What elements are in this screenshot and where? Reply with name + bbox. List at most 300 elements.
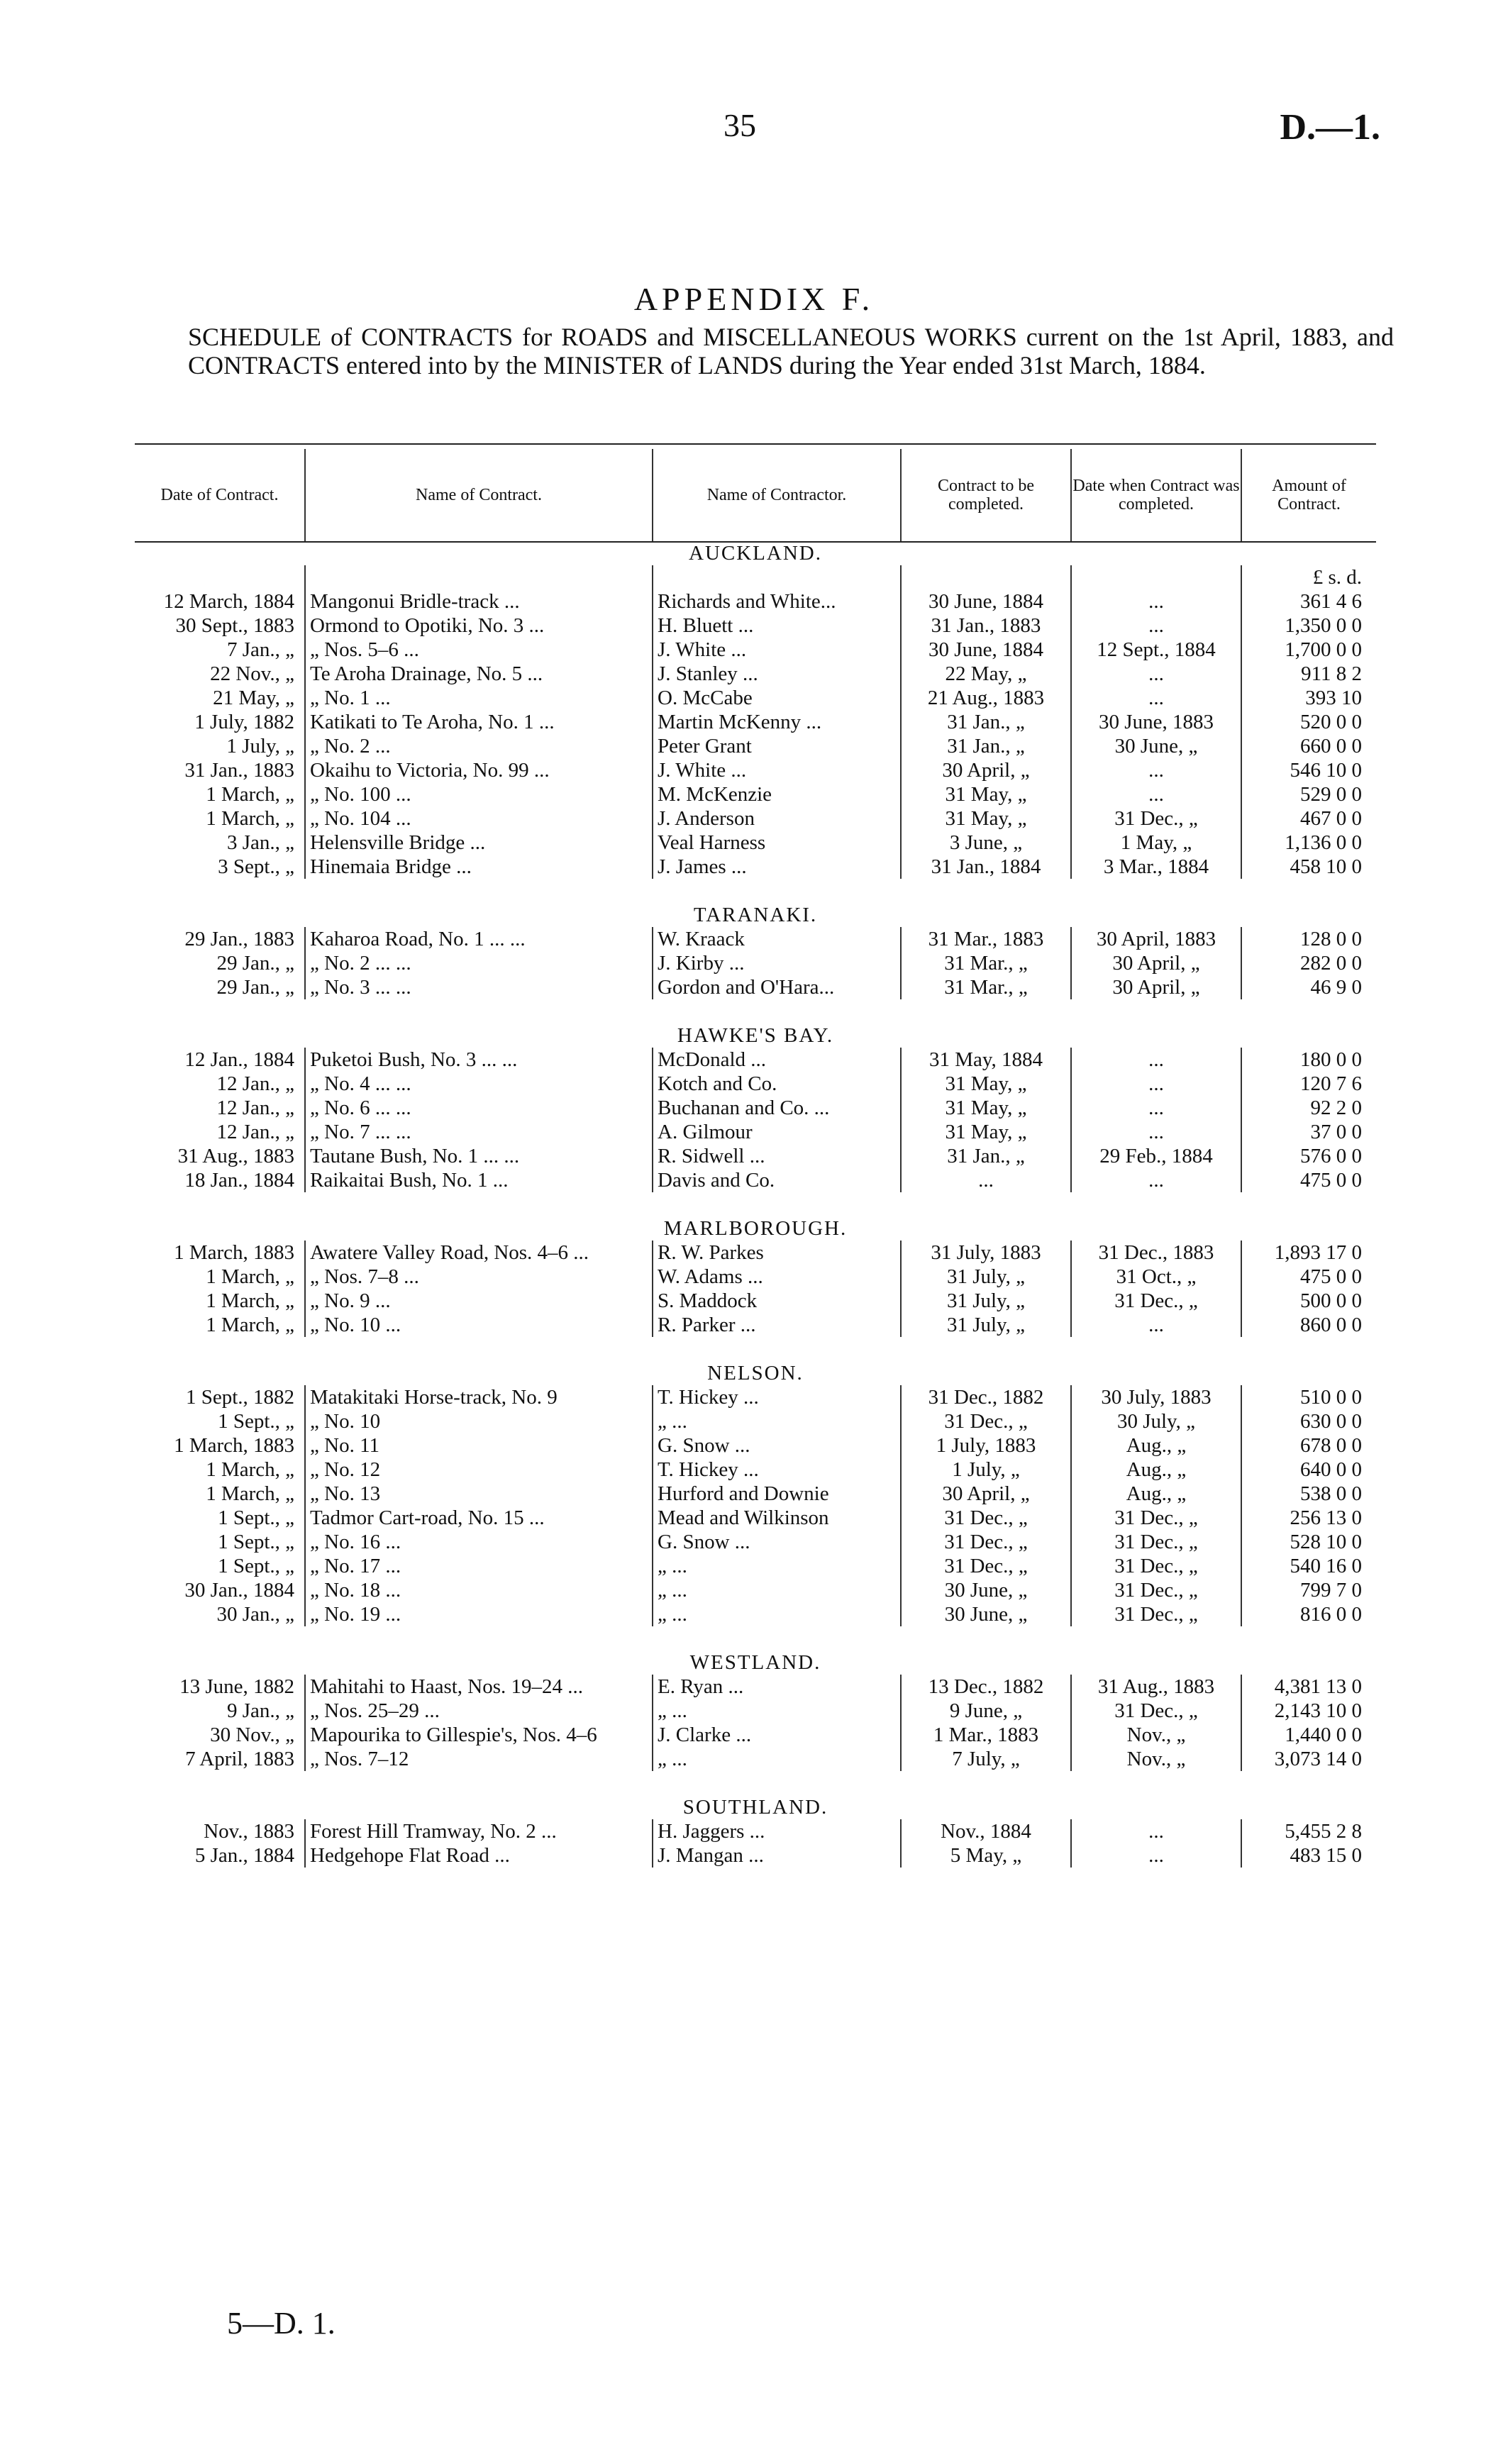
table-cell: Awatere Valley Road, Nos. 4–6 ...	[305, 1241, 653, 1265]
table-cell: Richards and White...	[653, 589, 901, 614]
appendix-title: APPENDIX F.	[633, 281, 875, 317]
region-heading: AUCKLAND.	[689, 542, 822, 565]
table-cell: 2,143 10 0	[1241, 1699, 1376, 1723]
table-row	[135, 1747, 1376, 1771]
table-cell: 31 Jan., „	[901, 734, 1071, 758]
table-cell: 31 Dec., 1882	[901, 1385, 1071, 1409]
table-cell: Raikaitai Bush, No. 1 ...	[305, 1168, 653, 1192]
table-row	[135, 589, 1376, 614]
table-cell: 31 Jan., 1883	[184, 759, 294, 782]
table-cell: 1 March, 1883	[174, 1241, 294, 1264]
table-cell: 31 Dec., „	[1071, 1578, 1241, 1602]
table-cell: 529 0 0	[1241, 782, 1376, 806]
table-cell: 30 April, „	[901, 758, 1071, 782]
table-row	[135, 1433, 1376, 1458]
table-cell: 30 Nov., „	[210, 1724, 294, 1746]
page-number: 35	[723, 107, 756, 143]
table-row	[135, 686, 1376, 710]
table-cell: E. Ryan ...	[653, 1675, 901, 1699]
table-row	[135, 1409, 1376, 1433]
table-cell: 31 Mar., 1883	[901, 927, 1071, 951]
table-cell: „ No. 3 ... ...	[305, 975, 653, 999]
table-cell: ...	[1071, 1096, 1241, 1120]
table-row	[135, 1072, 1376, 1096]
table-row	[135, 662, 1376, 686]
table-row	[135, 1578, 1376, 1602]
region-heading-row	[135, 903, 1376, 927]
table-cell: „ No. 1 ...	[305, 686, 653, 710]
table-cell: 31 May, „	[901, 782, 1071, 806]
table-cell: 31 Aug., 1883	[1071, 1675, 1241, 1699]
table-cell: Puketoi Bush, No. 3 ... ...	[305, 1048, 653, 1072]
table-cell: Te Aroha Drainage, No. 5 ...	[305, 662, 653, 686]
table-row	[135, 1096, 1376, 1120]
table-cell: 30 April, „	[901, 1482, 1071, 1506]
table-row	[135, 1385, 1376, 1409]
table-cell: 29 Jan., 1883	[184, 928, 294, 950]
table-row	[135, 1144, 1376, 1168]
table-cell: „ No. 104 ...	[305, 806, 653, 831]
table-cell: 31 Dec., „	[1071, 1530, 1241, 1554]
table-cell: G. Snow ...	[653, 1433, 901, 1458]
table-cell: S. Maddock	[653, 1289, 901, 1313]
table-cell: 640 0 0	[1241, 1458, 1376, 1482]
table-cell: M. McKenzie	[653, 782, 901, 806]
table-cell: 30 April, 1883	[1071, 927, 1241, 951]
table-cell: 180 0 0	[1241, 1048, 1376, 1072]
table-cell: 12 Jan., 1884	[184, 1048, 294, 1071]
table-cell: 29 Jan., „	[216, 976, 294, 999]
table-cell: 660 0 0	[1241, 734, 1376, 758]
table-cell: 92 2 0	[1241, 1096, 1376, 1120]
table-cell: „ No. 2 ... ...	[305, 951, 653, 975]
table-cell: 860 0 0	[1241, 1313, 1376, 1337]
table-cell: Helensville Bridge ...	[305, 831, 653, 855]
table-cell: 5 Jan., 1884	[194, 1844, 294, 1867]
currency-cell	[135, 565, 305, 589]
table-cell: „ No. 6 ... ...	[305, 1096, 653, 1120]
table-cell: 128 0 0	[1241, 927, 1376, 951]
table-cell: 630 0 0	[1241, 1409, 1376, 1433]
table-cell: 1 May, „	[1071, 831, 1241, 855]
table-cell: Nov., „	[1071, 1723, 1241, 1747]
schedule-subtitle: SCHEDULE of CONTRACTS for ROADS and MISCELLANEOUS WORKS current on the 1st April, 1883, and CONTRACTS entered into by the MINISTER of LANDS during the Year ended 31st March, 1884.	[188, 323, 1394, 379]
region-heading-row	[135, 1216, 1376, 1241]
table-cell: 9 June, „	[901, 1699, 1071, 1723]
table-cell: J. White ...	[653, 638, 901, 662]
table-cell: 12 Sept., 1884	[1071, 638, 1241, 662]
table-cell: 13 Dec., 1882	[901, 1675, 1071, 1699]
table-cell: Tautane Bush, No. 1 ... ...	[305, 1144, 653, 1168]
table-cell: 361 4 6	[1241, 589, 1376, 614]
table-cell: 31 May, „	[901, 1120, 1071, 1144]
footer-signature: 5—D. 1.	[227, 2306, 336, 2341]
table-cell: 1 March, „	[206, 807, 294, 830]
table-cell: J. White ...	[653, 758, 901, 782]
region-heading-row	[135, 1023, 1376, 1048]
table-cell: 816 0 0	[1241, 1602, 1376, 1626]
table-cell: 31 July, 1883	[901, 1241, 1071, 1265]
table-cell: 18 Jan., 1884	[184, 1169, 294, 1192]
table-cell: 30 June, „	[901, 1578, 1071, 1602]
table-cell: 30 June, „	[1071, 734, 1241, 758]
currency-row	[135, 565, 1376, 589]
table-cell: 30 June, „	[901, 1602, 1071, 1626]
table-row	[135, 1458, 1376, 1482]
table-cell: 7 July, „	[901, 1747, 1071, 1771]
table-cell: W. Adams ...	[653, 1265, 901, 1289]
column-header: Amount of Contract.	[1241, 449, 1376, 541]
table-cell: 1 March, 1883	[174, 1434, 294, 1457]
table-cell: J. Stanley ...	[653, 662, 901, 686]
table-cell: 9 Jan., „	[226, 1699, 294, 1722]
table-cell: Mangonui Bridle-track ...	[305, 589, 653, 614]
table-cell: 31 Mar., „	[901, 975, 1071, 999]
table-cell: „ No. 16 ...	[305, 1530, 653, 1554]
table-cell: 31 May, 1884	[901, 1048, 1071, 1072]
table-cell: 1 March, „	[206, 1314, 294, 1336]
table-cell: 483 15 0	[1241, 1843, 1376, 1868]
table-cell: ...	[1071, 614, 1241, 638]
currency-cell	[1071, 565, 1241, 589]
table-cell: 5,455 2 8	[1241, 1819, 1376, 1843]
table-row	[135, 1048, 1376, 1072]
table-cell: 31 Jan., 1883	[901, 614, 1071, 638]
table-cell: „ ...	[653, 1409, 901, 1433]
table-cell: 31 Dec., „	[901, 1530, 1071, 1554]
table-cell: 22 May, „	[901, 662, 1071, 686]
table-row	[135, 1723, 1376, 1747]
table-cell: 30 April, „	[1071, 951, 1241, 975]
table-row	[135, 1699, 1376, 1723]
table-cell: 31 July, „	[901, 1289, 1071, 1313]
spacer-row	[135, 879, 1376, 903]
table-cell: 30 July, 1883	[1071, 1385, 1241, 1409]
table-row	[135, 1313, 1376, 1337]
table-cell: 31 Dec., „	[901, 1506, 1071, 1530]
table-cell: 3 Mar., 1884	[1071, 855, 1241, 879]
schedule-body	[135, 541, 1376, 1892]
region-heading-row	[135, 1361, 1376, 1385]
table-cell: Hurford and Downie	[653, 1482, 901, 1506]
table-cell: 31 Dec., „	[901, 1554, 1071, 1578]
table-row	[135, 951, 1376, 975]
table-cell: „ No. 19 ...	[305, 1602, 653, 1626]
table-cell: H. Bluett ...	[653, 614, 901, 638]
table-cell: Hedgehope Flat Road ...	[305, 1843, 653, 1868]
table-cell: 393 10	[1241, 686, 1376, 710]
table-cell: Martin McKenny ...	[653, 710, 901, 734]
table-cell: 3,073 14 0	[1241, 1747, 1376, 1771]
table-row	[135, 614, 1376, 638]
table-cell: 520 0 0	[1241, 710, 1376, 734]
table-cell: ...	[1071, 1168, 1241, 1192]
table-row	[135, 855, 1376, 879]
table-cell: 31 May, „	[901, 1072, 1071, 1096]
table-cell: 1 Sept., „	[218, 1410, 294, 1433]
table-cell: Matakitaki Horse-track, No. 9	[305, 1385, 653, 1409]
table-cell: 31 Dec., 1883	[1071, 1241, 1241, 1265]
currency-cell	[901, 565, 1071, 589]
table-cell: 528 10 0	[1241, 1530, 1376, 1554]
table-cell: „ Nos. 7–12	[305, 1747, 653, 1771]
table-cell: Okaihu to Victoria, No. 99 ...	[305, 758, 653, 782]
table-cell: 1 March, „	[206, 783, 294, 806]
table-cell: 1 July, „	[226, 735, 294, 757]
table-cell: 29 Feb., 1884	[1071, 1144, 1241, 1168]
table-cell: 31 Oct., „	[1071, 1265, 1241, 1289]
table-cell: Ormond to Opotiki, No. 3 ...	[305, 614, 653, 638]
region-heading: HAWKE'S BAY.	[677, 1024, 834, 1047]
table-cell: „ No. 2 ...	[305, 734, 653, 758]
column-header: Date when Contract was completed.	[1071, 449, 1241, 541]
table-cell: 1 July, 1882	[194, 711, 294, 733]
table-cell: Katikati to Te Aroha, No. 1 ...	[305, 710, 653, 734]
region-heading: MARLBOROUGH.	[663, 1217, 848, 1240]
table-cell: „ No. 17 ...	[305, 1554, 653, 1578]
table-cell: 3 Sept., „	[218, 855, 294, 878]
table-cell: Davis and Co.	[653, 1168, 901, 1192]
table-cell: 1 July, 1883	[901, 1433, 1071, 1458]
table-cell: ...	[1071, 1313, 1241, 1337]
spacer-row	[135, 1337, 1376, 1361]
table-cell: 1 Mar., 1883	[901, 1723, 1071, 1747]
table-cell: 30 Jan., 1884	[184, 1579, 294, 1602]
table-cell: Tadmor Cart-road, No. 15 ...	[305, 1506, 653, 1530]
table-cell: 29 Jan., „	[216, 952, 294, 975]
table-cell: 30 June, 1884	[901, 638, 1071, 662]
table-cell: 31 Jan., 1884	[901, 855, 1071, 879]
table-row	[135, 1819, 1376, 1843]
table-cell: 1,893 17 0	[1241, 1241, 1376, 1265]
table-cell: ...	[1071, 1843, 1241, 1868]
spacer-cell	[135, 1337, 1376, 1361]
table-cell: 256 13 0	[1241, 1506, 1376, 1530]
region-heading: NELSON.	[707, 1362, 804, 1384]
spacer-cell	[135, 1771, 1376, 1795]
table-cell: 546 10 0	[1241, 758, 1376, 782]
table-cell: 13 June, 1882	[179, 1675, 294, 1698]
table-cell: 1 March, „	[206, 1289, 294, 1312]
table-cell: 31 Mar., „	[901, 951, 1071, 975]
table-cell: 467 0 0	[1241, 806, 1376, 831]
table-row	[135, 831, 1376, 855]
table-cell: Aug., „	[1071, 1433, 1241, 1458]
table-cell: „ No. 9 ...	[305, 1289, 653, 1313]
table-row	[135, 638, 1376, 662]
column-header: Name of Contractor.	[653, 449, 901, 541]
table-row	[135, 1530, 1376, 1554]
table-cell: 31 Dec., „	[1071, 1506, 1241, 1530]
table-cell: 1 Sept., „	[218, 1506, 294, 1529]
table-cell: 31 Jan., „	[901, 1144, 1071, 1168]
spacer-cell	[135, 999, 1376, 1023]
table-cell: Aug., „	[1071, 1482, 1241, 1506]
table-cell: 30 July, „	[1071, 1409, 1241, 1433]
table-cell: 475 0 0	[1241, 1265, 1376, 1289]
table-cell: 576 0 0	[1241, 1144, 1376, 1168]
table-cell: 21 Aug., 1883	[901, 686, 1071, 710]
table-cell: Mapourika to Gillespie's, Nos. 4–6	[305, 1723, 653, 1747]
table-row	[135, 758, 1376, 782]
table-cell: 1,350 0 0	[1241, 614, 1376, 638]
table-cell: „ No. 4 ... ...	[305, 1072, 653, 1096]
currency-cell	[653, 565, 901, 589]
table-cell: ...	[901, 1168, 1071, 1192]
table-row	[135, 1241, 1376, 1265]
table-cell: 30 June, 1883	[1071, 710, 1241, 734]
table-cell: 120 7 6	[1241, 1072, 1376, 1096]
table-cell: 30 Sept., 1883	[175, 614, 294, 637]
table-cell: 21 May, „	[213, 687, 294, 709]
table-row	[135, 1554, 1376, 1578]
table-cell: Forest Hill Tramway, No. 2 ...	[305, 1819, 653, 1843]
table-cell: O. McCabe	[653, 686, 901, 710]
table-cell: 37 0 0	[1241, 1120, 1376, 1144]
header-row	[135, 449, 1376, 541]
table-cell: 1 March, „	[206, 1482, 294, 1505]
table-cell: „ No. 100 ...	[305, 782, 653, 806]
table-row	[135, 1120, 1376, 1144]
series-code: D.—1.	[1280, 107, 1380, 148]
table-cell: 12 Jan., „	[216, 1121, 294, 1143]
table-row	[135, 1602, 1376, 1626]
table-cell: 1 Sept., 1882	[185, 1386, 294, 1409]
table-cell: 3 Jan., „	[226, 831, 294, 854]
currency-cell: £ s. d.	[1241, 565, 1376, 589]
table-cell: 31 Jan., „	[901, 710, 1071, 734]
table-cell: 7 Jan., „	[226, 638, 294, 661]
table-cell: „ No. 10 ...	[305, 1313, 653, 1337]
column-header: Name of Contract.	[305, 449, 653, 541]
spacer-cell	[135, 1192, 1376, 1216]
table-cell: J. Kirby ...	[653, 951, 901, 975]
spacer-row	[135, 999, 1376, 1023]
spacer-row	[135, 1192, 1376, 1216]
table-cell: Peter Grant	[653, 734, 901, 758]
table-row	[135, 1675, 1376, 1699]
table-cell: Nov., 1884	[901, 1819, 1071, 1843]
table-cell: 7 April, 1883	[185, 1748, 294, 1770]
table-cell: 510 0 0	[1241, 1385, 1376, 1409]
table-cell: „ No. 12	[305, 1458, 653, 1482]
table-row	[135, 1843, 1376, 1868]
region-heading-row	[135, 1795, 1376, 1819]
table-cell: 31 May, „	[901, 806, 1071, 831]
table-cell: T. Hickey ...	[653, 1385, 901, 1409]
table-row	[135, 734, 1376, 758]
table-cell: 31 Aug., 1883	[177, 1145, 294, 1167]
table-cell: McDonald ...	[653, 1048, 901, 1072]
table-cell: 1,440 0 0	[1241, 1723, 1376, 1747]
region-heading: TARANAKI.	[693, 904, 818, 926]
spacer-row	[135, 1868, 1376, 1892]
table-row	[135, 1482, 1376, 1506]
table-cell: 30 Jan., „	[216, 1603, 294, 1626]
table-cell: 31 July, „	[901, 1265, 1071, 1289]
table-cell: 538 0 0	[1241, 1482, 1376, 1506]
table-cell: „ Nos. 5–6 ...	[305, 638, 653, 662]
table-cell: 31 July, „	[901, 1313, 1071, 1337]
table-cell: „ No. 13	[305, 1482, 653, 1506]
table-cell: Gordon and O'Hara...	[653, 975, 901, 999]
table-cell: 31 May, „	[901, 1096, 1071, 1120]
table-cell: 31 Dec., „	[1071, 1602, 1241, 1626]
table-cell: „ ...	[653, 1602, 901, 1626]
table-cell: 46 9 0	[1241, 975, 1376, 999]
table-cell: 500 0 0	[1241, 1289, 1376, 1313]
table-cell: G. Snow ...	[653, 1530, 901, 1554]
table-cell: „ Nos. 25–29 ...	[305, 1699, 653, 1723]
table-cell: „ ...	[653, 1554, 901, 1578]
table-cell: Mahitahi to Haast, Nos. 19–24 ...	[305, 1675, 653, 1699]
table-cell: 678 0 0	[1241, 1433, 1376, 1458]
column-header: Contract to be completed.	[901, 449, 1071, 541]
spacer-cell	[135, 1626, 1376, 1650]
table-row	[135, 1168, 1376, 1192]
table-cell: ...	[1071, 782, 1241, 806]
spacer-row	[135, 1771, 1376, 1795]
table-cell: A. Gilmour	[653, 1120, 901, 1144]
table-cell: J. James ...	[653, 855, 901, 879]
table-cell: 540 16 0	[1241, 1554, 1376, 1578]
spacer-row	[135, 1626, 1376, 1650]
table-cell: 3 June, „	[901, 831, 1071, 855]
table-cell: 30 June, 1884	[901, 589, 1071, 614]
table-cell: „ Nos. 7–8 ...	[305, 1265, 653, 1289]
table-cell: 31 Dec., „	[1071, 1289, 1241, 1313]
table-cell: 31 Dec., „	[1071, 1554, 1241, 1578]
region-heading: SOUTHLAND.	[682, 1796, 828, 1819]
table-cell: Aug., „	[1071, 1458, 1241, 1482]
table-cell: ...	[1071, 1819, 1241, 1843]
table-cell: 282 0 0	[1241, 951, 1376, 975]
table-cell: 458 10 0	[1241, 855, 1376, 879]
contracts-schedule-table	[135, 449, 1376, 1892]
region-heading-row	[135, 1650, 1376, 1675]
table-cell: „ No. 10	[305, 1409, 653, 1433]
table-cell: ...	[1071, 758, 1241, 782]
spacer-cell	[135, 1868, 1376, 1892]
table-row	[135, 975, 1376, 999]
table-cell: „ No. 7 ... ...	[305, 1120, 653, 1144]
table-cell: J. Mangan ...	[653, 1843, 901, 1868]
table-cell: 5 May, „	[901, 1843, 1071, 1868]
table-cell: 911 8 2	[1241, 662, 1376, 686]
region-heading-row	[135, 541, 1376, 565]
table-cell: Veal Harness	[653, 831, 901, 855]
table-cell: ...	[1071, 1048, 1241, 1072]
top-rule	[135, 443, 1376, 445]
table-cell: „ ...	[653, 1578, 901, 1602]
table-cell: 1 March, „	[206, 1265, 294, 1288]
column-header: Date of Contract.	[160, 486, 279, 504]
currency-cell	[305, 565, 653, 589]
table-cell: ...	[1071, 1120, 1241, 1144]
table-cell: Nov., 1883	[204, 1820, 294, 1843]
table-cell: „ No. 11	[305, 1433, 653, 1458]
table-cell: 12 Jan., „	[216, 1072, 294, 1095]
table-cell: Kaharoa Road, No. 1 ... ...	[305, 927, 653, 951]
table-cell: ...	[1071, 1072, 1241, 1096]
table-cell: 1 July, „	[901, 1458, 1071, 1482]
table-cell: 1 March, „	[206, 1458, 294, 1481]
table-cell: Hinemaia Bridge ...	[305, 855, 653, 879]
table-cell: 12 Jan., „	[216, 1097, 294, 1119]
table-cell: Mead and Wilkinson	[653, 1506, 901, 1530]
table-cell: ...	[1071, 589, 1241, 614]
table-cell: „ ...	[653, 1747, 901, 1771]
